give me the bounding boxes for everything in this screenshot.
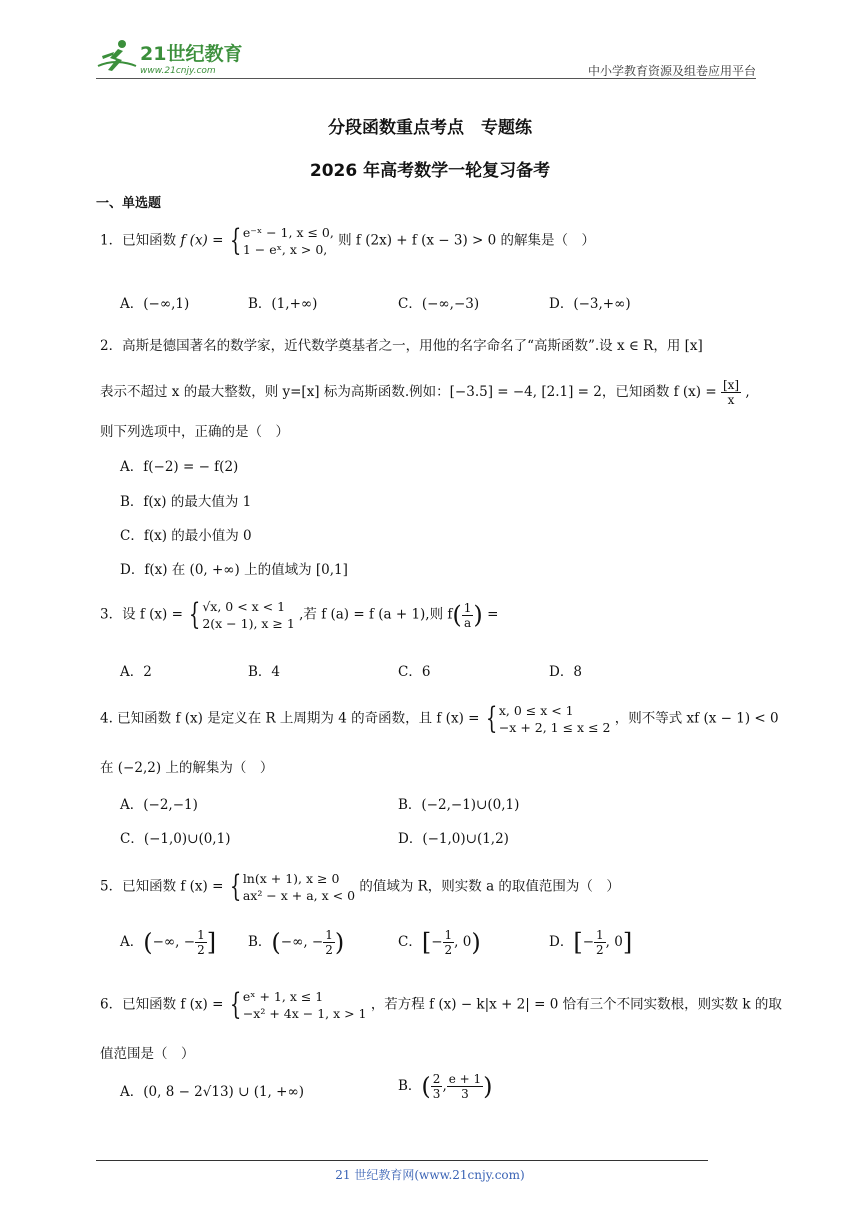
q4-tail: ，则不等式 xf (x − 1) < 0	[614, 710, 779, 727]
q5-b-num: 1	[325, 928, 333, 942]
header-divider	[96, 78, 756, 79]
q2-fraction	[721, 378, 741, 407]
q6-b-den-2: 3	[461, 1087, 469, 1101]
q6-option-b-frac-1	[431, 1072, 443, 1101]
q5-option-c-frac	[443, 928, 455, 957]
q5-option-c-label: C．	[398, 934, 422, 950]
q2-line-2-text: 表示不超过 x 的最大整数，则 y=[x] 标为高斯函数.例如：[−3.5] = −4, [2.1] = 2，已知函数 f (x) =	[100, 384, 717, 400]
q6-b-den-1: 3	[432, 1087, 441, 1101]
q1-case-1: e⁻ˣ − 1, x ≤ 0,	[242, 225, 334, 240]
q3-cases	[202, 598, 295, 632]
q5-a-num: 1	[197, 928, 205, 942]
q1-stem: 1．已知函数	[100, 232, 177, 249]
q4-option-d: D．(−1,0)∪(1,2)	[398, 831, 509, 847]
q5-stem: 5．已知函数 f (x) =	[100, 878, 224, 895]
q1-tail: 则 f (2x) + f (x − 3) > 0 的解集是（ ）	[338, 232, 596, 249]
q5-case-1: ln(x + 1), x ≥ 0	[242, 871, 340, 886]
q5-option-d-tail: , 0	[605, 934, 623, 950]
q5-tail: 的值域为 R，则实数 a 的取值范围为（ ）	[359, 878, 620, 895]
q3-case-1: √x, 0 < x < 1	[202, 599, 286, 614]
q1-option-d: D．(−3,+∞)	[549, 296, 631, 312]
q5-option-c-tail: , 0	[454, 934, 472, 950]
question-3: 3．设 f (x) = { √x, 0 < x < 1 2(x − 1), x ≥ 1 ,若 f (a) = f (a + 1),则 f( $\frac{1}{a}$ ) =	[100, 597, 499, 632]
footer-text: 21 世纪教育网(www.21cnjy.com)	[335, 1168, 525, 1182]
q6-b-num-1: 2	[432, 1072, 441, 1086]
q5-option-a-frac	[195, 928, 207, 957]
q5-b-den: 2	[325, 943, 333, 957]
q5-option-b-text: −∞, −	[280, 934, 324, 950]
question-4	[100, 702, 779, 736]
q4-option-c: C．(−1,0)∪(0,1)	[120, 831, 231, 847]
q5-option-a-text: −∞, −	[152, 934, 196, 950]
q6-brace: {	[229, 987, 241, 1022]
q3-option-c: C．6	[398, 664, 431, 680]
q5-d-den: 2	[596, 943, 604, 957]
q3-tail: =	[487, 606, 499, 623]
q3-mid: ,若 f (a) = f (a + 1),则 f	[299, 606, 453, 623]
q4-case-2: −x + 2, 1 ≤ x ≤ 2	[498, 720, 611, 735]
q3-option-d: D．8	[549, 664, 582, 680]
q3-brace: {	[189, 597, 201, 632]
q2-frac-num: [x]	[722, 378, 740, 392]
q5-option-a-label: A．	[120, 934, 144, 950]
q4-option-b: B．(−2,−1)∪(0,1)	[398, 797, 520, 813]
q6-b-num-2: e + 1	[448, 1072, 482, 1086]
q5-c-den: 2	[444, 943, 453, 957]
logo-text: 21世纪教育	[140, 43, 243, 65]
q5-option-d-label: D．	[549, 934, 574, 950]
q3-frac-den: a	[464, 615, 472, 630]
q1-option-c: C．(−∞,−3)	[398, 296, 480, 312]
site-logo	[96, 36, 266, 78]
q6-option-b-frac-2	[447, 1072, 483, 1101]
q5-brace: {	[229, 869, 241, 904]
q2-option-b: B．f(x) 的最大值为 1	[120, 494, 252, 510]
question-2-line-2: 表示不超过 x 的最大整数，则 y=[x] 标为高斯函数.例如：[−3.5] = −4, [2.1] = 2，已知函数 f (x) = $\frac{[x]}{x}$ ,	[100, 378, 750, 407]
q4-case-1: x, 0 ≤ x < 1	[498, 703, 574, 718]
q5-c-num: 1	[444, 928, 453, 942]
q5-option-d-frac	[594, 928, 606, 957]
q4-stem: 4. 已知函数 f (x) 是定义在 R 上周期为 4 的奇函数，且 f (x) =	[100, 710, 480, 727]
q1-case-2: 1 − eˣ, x > 0,	[242, 242, 328, 257]
q3-stem: 3．设 f (x) =	[100, 606, 183, 623]
q6-cases	[243, 988, 367, 1022]
document-title: 分段函数重点考点 专题练	[328, 118, 532, 138]
q1-option-a: A．(−∞,1)	[120, 296, 190, 312]
q5-option-c: C．[− $\frac{1}{2}$ , 0)	[398, 928, 481, 957]
q5-case-2: ax² − x + a, x < 0	[242, 888, 356, 903]
question-4-line-2: 在 (−2,2) 上的解集为（ ）	[100, 760, 274, 776]
q5-a-den: 2	[197, 943, 205, 957]
q1-option-b: B．(1,+∞)	[248, 296, 318, 312]
q2-frac-den: x	[727, 393, 735, 407]
q6-option-b: B．( $\frac{2}{3}$ , $\frac{e + 1}{3}$ )	[398, 1072, 493, 1101]
q5-option-a: A．(−∞, − $\frac{1}{2}$ ]	[120, 928, 217, 957]
question-2-line-3: 则下列选项中，正确的是（ ）	[100, 424, 289, 440]
q6-option-a: A．(0, 8 − 2√13) ∪ (1, +∞)	[120, 1084, 304, 1100]
q3-frac-num: 1	[463, 600, 472, 615]
question-5	[100, 870, 620, 904]
q6-case-2: −x² + 4x − 1, x > 1	[242, 1006, 367, 1021]
q5-option-b-label: B．	[248, 934, 272, 950]
q6-stem: 6．已知函数 f (x) =	[100, 996, 224, 1013]
q3-fraction	[462, 601, 474, 630]
q5-option-d: D．[− $\frac{1}{2}$ , 0]	[549, 928, 633, 957]
question-6	[100, 988, 782, 1022]
document-subtitle: 2026 年高考数学一轮复习备考	[309, 161, 551, 181]
q4-cases	[499, 702, 611, 736]
q1-cases	[243, 224, 334, 258]
q6-case-1: eˣ + 1, x ≤ 1	[242, 989, 324, 1004]
q2-option-c: C．f(x) 的最小值为 0	[120, 528, 252, 544]
q3-option-b: B．4	[248, 664, 281, 680]
q5-d-num: 1	[596, 928, 604, 942]
question-6-line-2: 值范围是（ ）	[100, 1046, 195, 1062]
q4-option-a: A．(−2,−1)	[120, 797, 198, 813]
question-2-line-1: 2．高斯是德国著名的数学家，近代数学奠基者之一，用他的名字命名了“高斯函数”.设 x ∈ R，用 [x]	[100, 338, 703, 354]
q1-brace: {	[229, 223, 242, 258]
question-1: 1．已知函数 f (x) = { e⁻ˣ − 1, x ≤ 0, 1 − eˣ, x > 0, 则 f (2x) + f (x − 3) > 0 的解集是（ ）	[100, 223, 596, 258]
section-heading: 一、单选题	[96, 196, 162, 211]
q2-option-a: A．f(−2) = − f(2)	[120, 459, 239, 475]
q4-brace: {	[485, 701, 498, 736]
q5-option-b-frac	[323, 928, 335, 957]
q3-option-a: A．2	[120, 664, 152, 680]
footer-divider	[96, 1160, 708, 1161]
header-platform-text: 中小学教育资源及组卷应用平台	[587, 64, 756, 78]
q6-option-b-label: B．	[398, 1078, 422, 1094]
q6-tail: ，若方程 f (x) − k|x + 2| = 0 恰有三个不同实数根，则实数 k 的取	[370, 996, 782, 1013]
q5-cases	[243, 870, 355, 904]
q3-case-2: 2(x − 1), x ≥ 1	[202, 616, 295, 631]
q5-option-b: B．(−∞, − $\frac{1}{2}$ )	[248, 928, 345, 957]
q2-option-d: D．f(x) 在 (0, +∞) 上的值域为 [0,1]	[120, 562, 348, 578]
logo-url: www.21cnjy.com	[140, 66, 216, 76]
